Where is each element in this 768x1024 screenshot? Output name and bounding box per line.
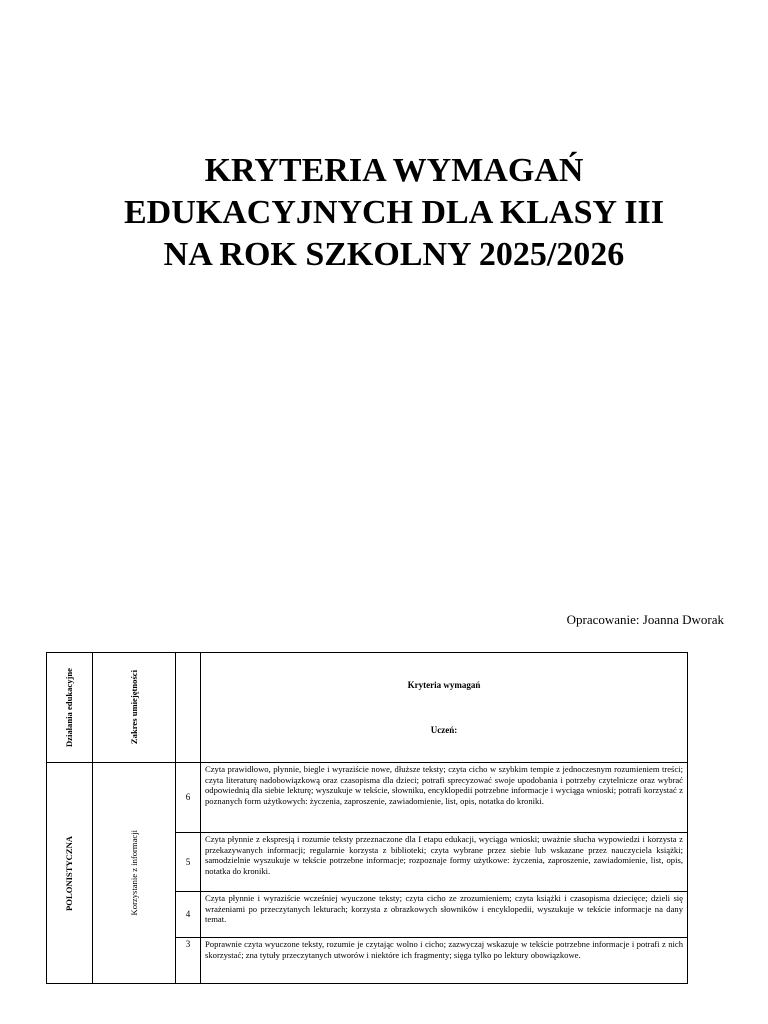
title-line: KRYTERIA WYMAGAŃ [204,152,584,189]
grade-cell: 4 [176,892,201,938]
title-line: NA ROK SZKOLNY 2025/2026 [163,236,625,273]
criteria-text: Poprawnie czyta wyuczone teksty, rozumie je czytając wolno i cicho; zazwyczaj wskazuje w tekście potrzebne informacje i potrafi z nich skorzystać; zna tytuły przeczytanych utworów i niektóre ich fragmenty; sięga tylko po lektury obowiązkowe. [201,938,688,984]
document-title [0,150,768,276]
header-educational-activities [47,653,93,763]
area-label: POLONISTYCZNA [64,835,75,911]
header-grade-empty [176,653,201,763]
grade-cell: 6 [176,763,201,833]
criteria-text: Czyta płynnie z ekspresją i rozumie teksty przeznaczone dla I etapu edukacji, wyciąga wnioski; uważnie słucha wypowiedzi i korzysta z przekazywanych informacji; regularnie korzysta z biblioteki; czyta wybrane przez siebie lub wskazane przez nauczyciela książki; samodzielnie wyszukuje w tekście potrzebne informacje; rozpoznaje formy użytkowe: życzenia, zaproszenie, zawiadomienie, list, opis, notatka do kroniki. [201,833,688,892]
header-criteria [201,653,688,763]
title-line: EDUKACYJNYCH DLA KLASY III [124,194,664,231]
criteria-text: Czyta płynnie i wyraziście wcześniej wyuczone teksty; czyta cicho ze zrozumieniem; czyta książki i czasopisma dziecięce; dzieli się wrażeniami po przeczytanych lekturach; korzysta z obrazkowych słowników i encyklopedii, wyszukuje w tekście informacje na dany temat. [201,892,688,938]
header-student-label: Uczeń: [430,724,458,735]
header-criteria-label: Kryteria wymagań [407,680,481,690]
header-col2-label: Zakres umiejętności [128,670,139,745]
author-credit: Opracowanie: Joanna Dworak [566,612,724,627]
table-header-row [47,653,688,763]
header-col1-label: Działania edukacyjne [64,667,75,748]
table-row [47,763,688,833]
criteria-text: Czyta prawidłowo, płynnie, biegle i wyraziście nowe, dłuższe teksty; czyta cicho w szybkim tempie z jednoczesnym rozumieniem treści; czyta literaturę nadobowiązkową oraz czasopisma dla dzieci; potrafi sprecyzować swoje upodobania i potrzeby czytelnicze oraz wybrać odpowiednią dla siebie lekturę; wyszukuje w tekście, słowniku, encyklopedii potrzebne informacje i wyciąga wnioski; potrafi korzystać z poznanych form użytkowych: życzenia, zaproszenie, zawiadomienie, list, opis, notatka do kroniki. [201,763,688,833]
header-skill-scope [93,653,176,763]
skill-cell [93,763,176,984]
requirements-table [46,652,688,984]
skill-label: Korzystanie z informacji [128,830,139,916]
area-cell [47,763,93,984]
grade-cell: 5 [176,833,201,892]
grade-cell: 3 [176,938,201,984]
